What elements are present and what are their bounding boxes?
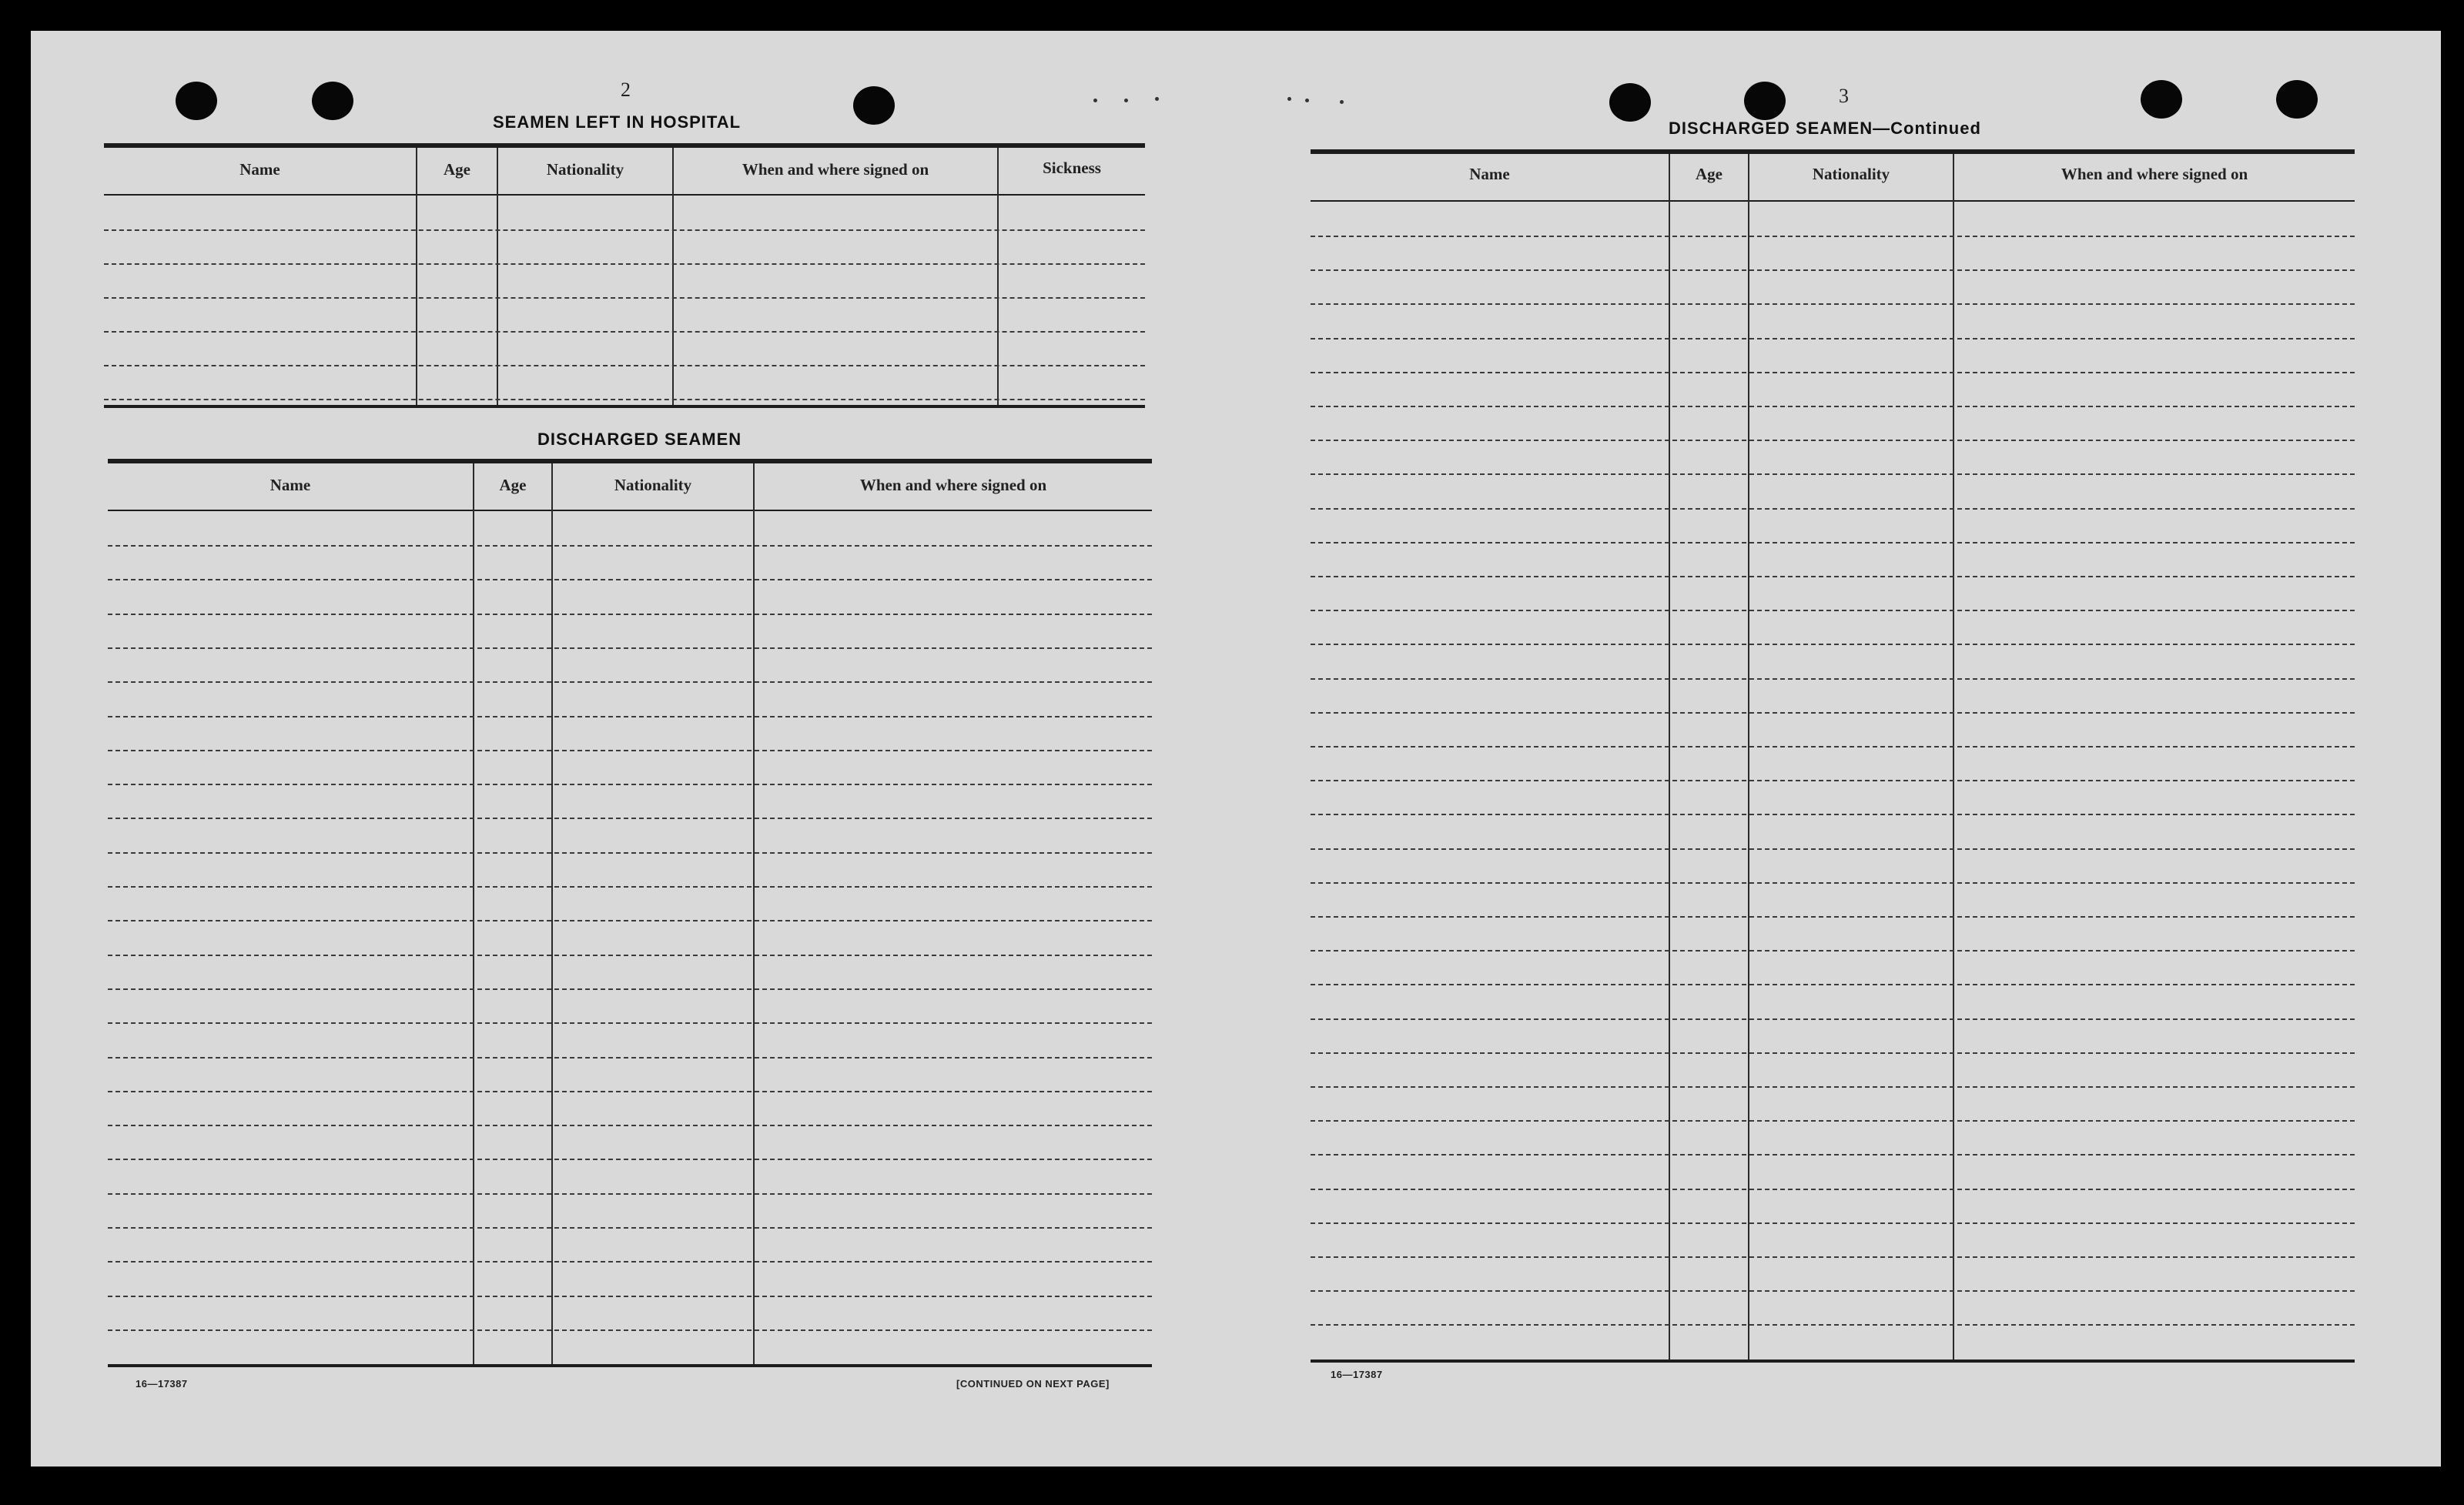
table-row-line [1311,780,2355,781]
discharged-continued-title: DISCHARGED SEAMEN—Continued [1669,119,1981,138]
table-row-line [1311,882,2355,884]
table-row-line [108,716,1152,717]
table-row-line [1311,950,2355,951]
hospital-col-sickness: Sickness [1043,159,1101,177]
table-row-line [1311,473,2355,475]
hospital-col-name: Name [239,160,280,179]
speck [1287,97,1291,101]
discharged-col-nationality: Nationality [614,476,692,494]
table-row-line [1311,1154,2355,1156]
continued-col-divider [1748,154,1749,1360]
table-row-line [1311,1324,2355,1326]
punch-hole [2276,80,2318,119]
discharged-table-bottom-rule [108,1364,1152,1367]
punch-hole [312,82,353,120]
continued-col-name: Name [1469,165,1510,183]
table-row-line [104,365,1145,366]
table-row-line [108,1296,1152,1297]
table-row-line [108,1329,1152,1331]
table-row-line [108,886,1152,888]
continued-col-signed-on: When and where signed on [2061,165,2248,183]
speck [1340,100,1344,104]
table-row-line [1311,1052,2355,1054]
discharged-col-signed-on: When and where signed on [859,476,1047,494]
page-number-left: 2 [621,79,631,101]
table-row-line [108,681,1152,683]
table-row-line [1311,1018,2355,1020]
punch-hole [1609,83,1651,122]
table-row-line [1311,984,2355,985]
hospital-table-header-rule [104,194,1145,196]
table-row-line [1311,542,2355,543]
hospital-table-top-rule [104,143,1145,148]
table-row-line [108,614,1152,615]
continued-table-bottom-rule [1311,1360,2355,1363]
table-row-line [1311,269,2355,271]
table-row-line [1311,236,2355,237]
discharged-table-top-rule [108,459,1152,463]
speck [1124,99,1128,102]
table-row-line [108,647,1152,649]
table-row-line [108,988,1152,990]
continued-note: [CONTINUED ON NEXT PAGE] [956,1378,1110,1390]
table-row-line [1311,1256,2355,1258]
table-row-line [1311,814,2355,815]
form-number-left: 16—17387 [136,1378,188,1390]
table-row-line [108,1193,1152,1195]
table-row-line [1311,576,2355,577]
table-row-line [108,852,1152,854]
punch-hole [1744,82,1786,120]
continued-table-header-rule [1311,200,2355,202]
table-row-line [1311,1290,2355,1292]
discharged-table-header-rule [108,510,1152,511]
continued-col-divider [1669,154,1670,1360]
table-row-line [108,920,1152,921]
table-row-line [108,1159,1152,1160]
continued-table-top-rule [1311,149,2355,154]
scanned-document [31,31,2441,1467]
table-row-line [108,1022,1152,1024]
speck [1305,99,1309,102]
table-row-line [108,1125,1152,1126]
punch-hole [176,82,217,120]
table-row-line [1311,508,2355,510]
discharged-section-title: DISCHARGED SEAMEN [537,430,742,449]
continued-col-divider [1953,154,1954,1360]
table-row-line [108,1227,1152,1229]
table-row-line [1311,440,2355,441]
hospital-col-signed-on: When and where signed on [742,160,929,179]
table-row-line [104,229,1145,231]
speck [1155,97,1159,101]
table-row-line [1311,678,2355,680]
punch-hole [2141,80,2182,119]
punch-hole [853,86,895,125]
table-row-line [108,1091,1152,1092]
table-row-line [1311,1222,2355,1224]
hospital-section-title: SEAMEN LEFT IN HOSPITAL [493,112,742,132]
table-row-line [1311,746,2355,747]
table-row-line [108,784,1152,785]
table-row-line [104,399,1145,400]
discharged-col-divider [551,463,553,1364]
table-row-line [108,818,1152,819]
hospital-table-bottom-rule [104,405,1145,408]
continued-col-age: Age [1696,165,1722,183]
table-row-line [1311,1189,2355,1190]
form-number-right: 16—17387 [1331,1369,1383,1380]
table-row-line [1311,372,2355,373]
table-row-line [104,331,1145,333]
table-row-line [108,750,1152,751]
table-row-line [1311,644,2355,645]
table-row-line [1311,303,2355,305]
table-row-line [1311,848,2355,850]
discharged-col-age: Age [499,476,527,494]
table-row-line [108,579,1152,580]
discharged-col-divider [753,463,755,1364]
table-row-line [1311,610,2355,611]
table-row-line [1311,1120,2355,1122]
table-row-line [108,955,1152,956]
hospital-col-nationality: Nationality [546,160,624,179]
table-row-line [1311,916,2355,918]
table-row-line [108,545,1152,547]
table-row-line [1311,712,2355,714]
discharged-col-name: Name [270,476,311,494]
hospital-col-age: Age [444,160,470,179]
table-row-line [104,297,1145,299]
continued-col-nationality: Nationality [1812,165,1890,183]
table-row-line [1311,406,2355,407]
table-row-line [104,263,1145,265]
page-number-right: 3 [1839,85,1849,107]
table-row-line [1311,1086,2355,1088]
discharged-col-divider [473,463,474,1364]
speck [1093,99,1097,102]
table-row-line [108,1261,1152,1263]
table-row-line [1311,338,2355,339]
table-row-line [108,1057,1152,1059]
